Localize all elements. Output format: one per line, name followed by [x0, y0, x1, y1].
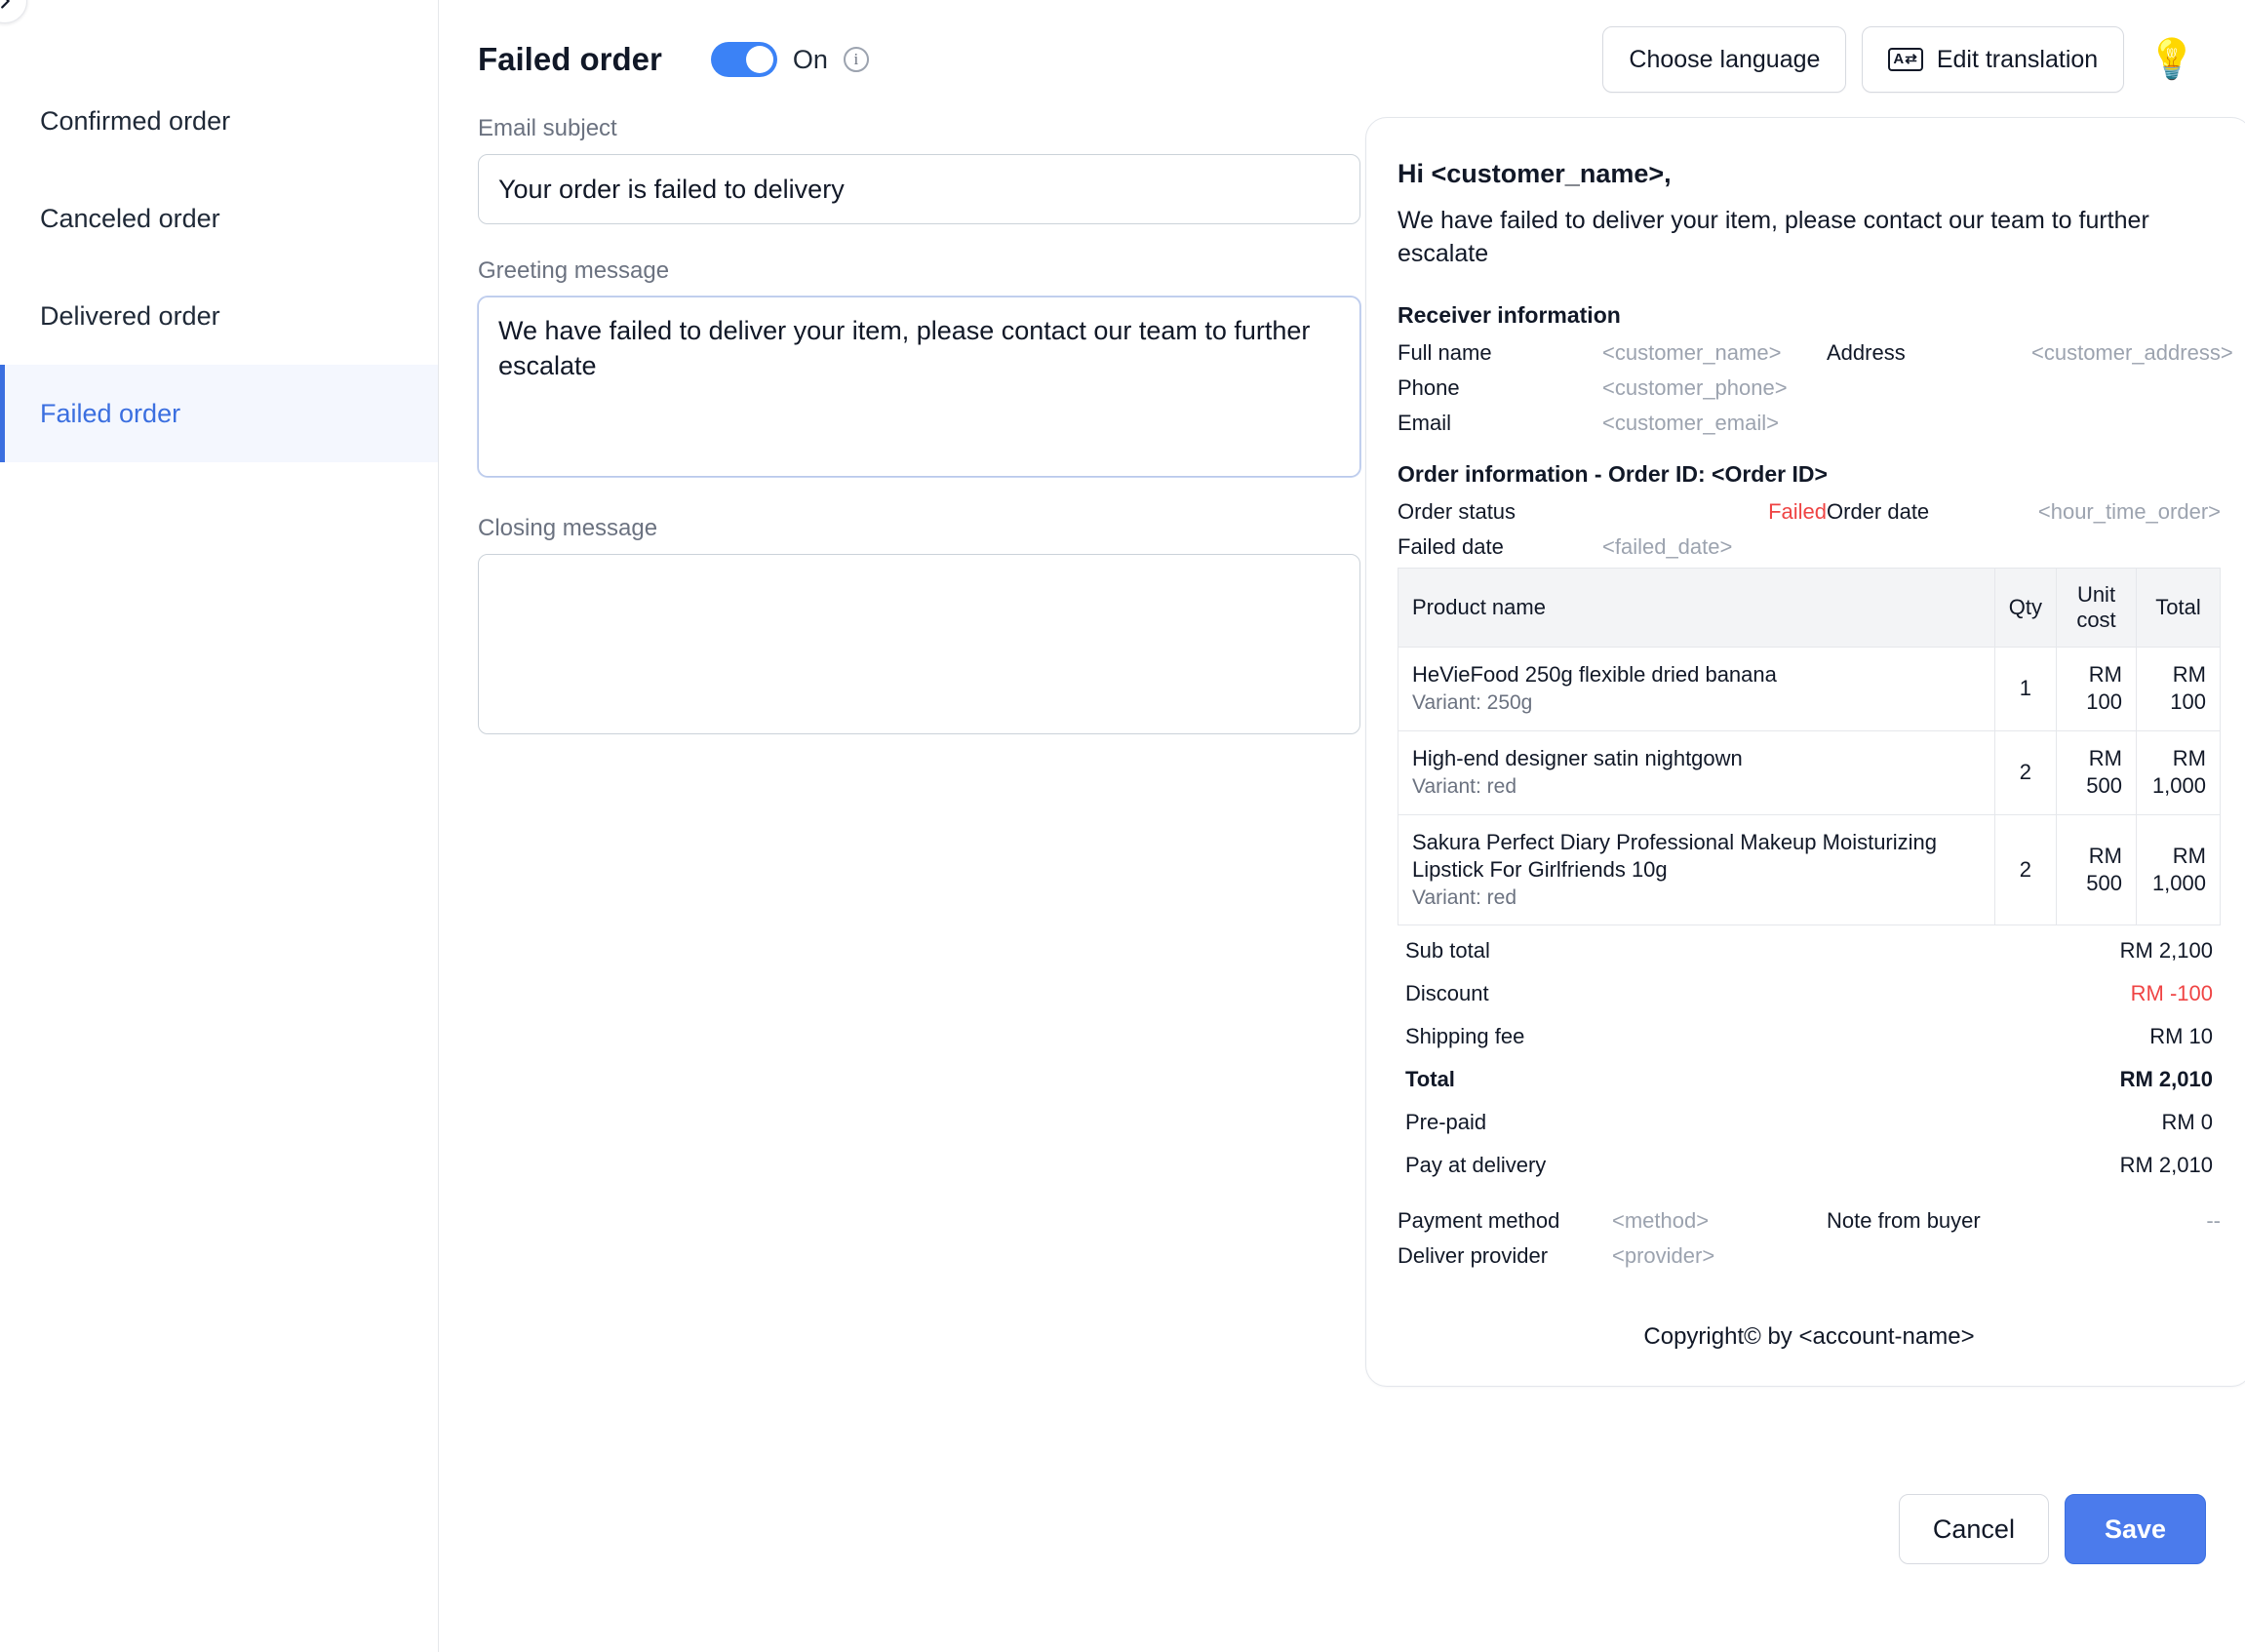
order-status-value: Failed — [1768, 498, 1827, 524]
receiver-information-title: Receiver information — [1398, 301, 1621, 328]
product-variant: Variant: red — [1412, 774, 1516, 798]
total-value: RM 10 — [2149, 1024, 2213, 1049]
greeting-message-label: Greeting message — [478, 257, 670, 284]
total-row-sub-total — [1398, 929, 2221, 972]
sidebar-item-canceled-order[interactable] — [0, 170, 438, 267]
save-button[interactable]: Save — [2065, 1494, 2206, 1564]
column-header-qty: Qty — [1994, 568, 2056, 647]
choose-language-button[interactable] — [1602, 26, 1846, 93]
payment-method-value: <method> — [1612, 1208, 1710, 1234]
sidebar-item-confirmed-order[interactable] — [0, 72, 438, 170]
header-actions — [1602, 26, 2196, 93]
sidebar-item-label: Confirmed order — [40, 105, 231, 136]
main-content — [439, 0, 2245, 1652]
cell-total: RM 1,000 — [2137, 814, 2221, 924]
sidebar-item-label: Canceled order — [40, 203, 220, 233]
column-header-product-name: Product name — [1398, 568, 1995, 647]
email-subject-label: Email subject — [478, 115, 617, 141]
info-icon[interactable]: i — [844, 47, 869, 72]
total-row-shipping-fee — [1398, 1015, 2221, 1058]
product-name: Sakura Perfect Diary Professional Makeup Moisturizing Lipstick For Girlfriends 10g — [1412, 829, 1938, 883]
product-name: HeVieFood 250g flexible dried banana — [1412, 662, 1777, 688]
cancel-button[interactable]: Cancel — [1899, 1494, 2049, 1564]
total-value: RM 0 — [2161, 1110, 2213, 1135]
enable-template-toggle[interactable] — [711, 42, 777, 77]
preview-footer-grid — [1398, 1208, 2221, 1269]
page-header — [458, 29, 2206, 90]
total-row-pre-paid — [1398, 1101, 2221, 1144]
enable-template-toggle-group — [711, 42, 869, 77]
cell-unit-cost: RM 500 — [2057, 814, 2137, 924]
total-label: Pay at delivery — [1405, 1153, 1547, 1178]
sidebar-item-label: Failed order — [40, 398, 181, 428]
cell-unit-cost: RM 500 — [2057, 730, 2137, 814]
choose-language-label: Choose language — [1629, 45, 1821, 73]
cell-qty: 2 — [1994, 814, 2056, 924]
deliver-provider-label: Deliver provider — [1398, 1243, 1549, 1269]
address-label: Address — [1827, 339, 1906, 365]
email-preview-card — [1365, 117, 2245, 1387]
total-row-discount — [1398, 972, 2221, 1015]
order-totals — [1398, 929, 2221, 1187]
email-label: Email — [1398, 410, 1452, 435]
cell-total: RM 1,000 — [2137, 730, 2221, 814]
sidebar-item-failed-order[interactable] — [0, 365, 438, 462]
table-head — [1398, 568, 2221, 647]
cell-product-name — [1398, 814, 1995, 924]
order-date-value: <hour_time_order> — [2037, 498, 2221, 524]
total-label: Pre-paid — [1405, 1110, 1487, 1135]
lightbulb-icon[interactable]: 💡 — [2147, 38, 2196, 81]
product-variant: Variant: red — [1412, 886, 1516, 910]
receiver-information-grid — [1398, 339, 2233, 436]
total-value: RM 2,010 — [2119, 1067, 2213, 1092]
total-value: RM -100 — [2130, 981, 2213, 1006]
preview-greeting-line: Hi <customer_name>, — [1398, 159, 1672, 188]
total-row-total — [1398, 1058, 2221, 1101]
total-value: RM 2,010 — [2119, 1153, 2213, 1178]
closing-message-textarea[interactable] — [478, 554, 1360, 734]
order-information-grid — [1398, 499, 2221, 560]
toggle-knob — [746, 46, 773, 73]
column-header-unit-cost: Unit cost — [2057, 568, 2137, 647]
note-from-buyer-label: Note from buyer — [1827, 1208, 1981, 1234]
chevron-right-icon — [0, 0, 16, 12]
failed-date-value: <failed_date> — [1602, 533, 1733, 559]
sidebar-item-delivered-order[interactable] — [0, 267, 438, 365]
closing-message-label: Closing message — [478, 515, 658, 541]
cell-product-name — [1398, 647, 1995, 730]
total-label: Total — [1405, 1067, 1455, 1092]
order-items-table — [1398, 568, 2221, 926]
table-row — [1398, 814, 2221, 924]
payment-method-label: Payment method — [1398, 1208, 1560, 1234]
table-header-row — [1398, 568, 2221, 647]
total-label: Shipping fee — [1405, 1024, 1525, 1049]
email-subject-input[interactable] — [478, 154, 1360, 224]
total-label: Sub total — [1405, 938, 1490, 964]
phone-label: Phone — [1398, 374, 1460, 400]
phone-value: <customer_phone> — [1602, 374, 1788, 400]
cell-product-name — [1398, 730, 1995, 814]
table-row — [1398, 647, 2221, 730]
full-name-label: Full name — [1398, 339, 1492, 365]
cell-qty: 1 — [1994, 647, 2056, 730]
sidebar-collapse-toggle[interactable] — [0, 0, 27, 23]
table-body — [1398, 647, 2221, 925]
toggle-state-label: On — [792, 44, 828, 74]
order-information-title: Order information - Order ID: <Order ID> — [1398, 460, 1828, 487]
total-label: Discount — [1405, 981, 1489, 1006]
product-name: High-end designer satin nightgown — [1412, 746, 1743, 771]
cell-total: RM 100 — [2137, 647, 2221, 730]
order-status-label: Order status — [1398, 498, 1516, 524]
page-title: Failed order — [478, 41, 662, 77]
translate-icon: A⇄ — [1888, 48, 1922, 71]
address-value: <customer_address> — [2031, 339, 2233, 365]
cell-qty: 2 — [1994, 730, 2056, 814]
preview-intro-text: We have failed to deliver your item, please contact our team to further escalate — [1398, 207, 2149, 267]
total-row-pay-at-delivery — [1398, 1144, 2221, 1187]
order-date-label: Order date — [1827, 498, 1930, 524]
failed-date-label: Failed date — [1398, 533, 1504, 559]
sidebar — [0, 0, 439, 1652]
table-row — [1398, 730, 2221, 814]
cell-unit-cost: RM 100 — [2057, 647, 2137, 730]
sidebar-item-label: Delivered order — [40, 300, 220, 331]
edit-translation-label: Edit translation — [1936, 45, 2099, 73]
preview-copyright: Copyright© by <account-name> — [1643, 1323, 1975, 1351]
note-from-buyer-value: -- — [2206, 1208, 2221, 1234]
column-header-total: Total — [2137, 568, 2221, 647]
total-value: RM 2,100 — [2119, 938, 2213, 964]
greeting-message-textarea[interactable] — [478, 296, 1360, 477]
email-value: <customer_email> — [1602, 410, 1779, 435]
template-form — [458, 90, 1341, 739]
full-name-value: <customer_name> — [1602, 339, 1782, 365]
deliver-provider-value: <provider> — [1612, 1243, 1715, 1269]
edit-translation-button[interactable] — [1862, 26, 2124, 93]
footer-actions — [1899, 1494, 2206, 1564]
product-variant: Variant: 250g — [1412, 690, 1533, 714]
